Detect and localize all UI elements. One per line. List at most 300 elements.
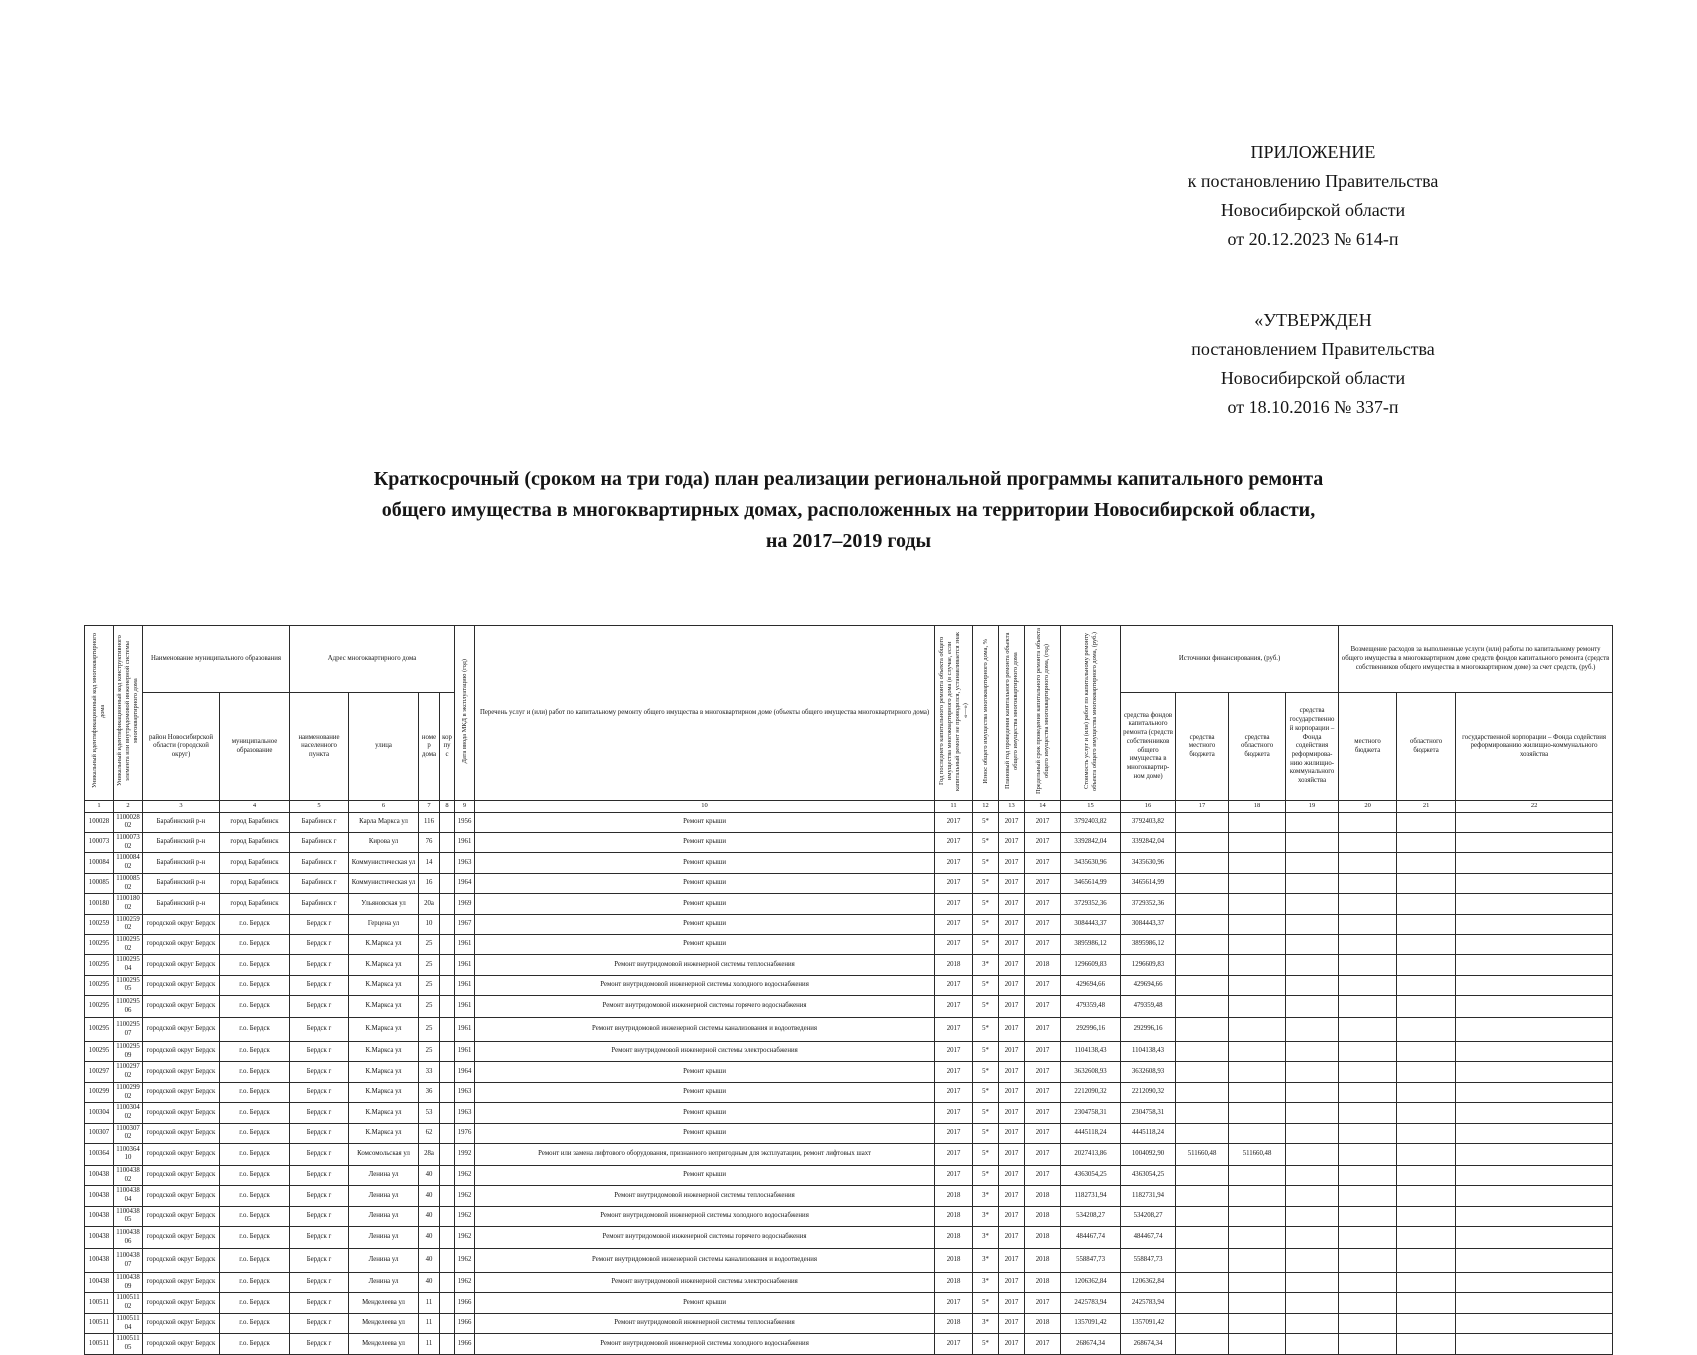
cell-r9-c13: 2017 — [999, 975, 1025, 995]
cell-r7-c6: К.Маркса ул — [349, 934, 419, 954]
cell-r21-c15: 484467,74 — [1061, 1227, 1121, 1249]
cell-r25-c5: Бердск г — [290, 1313, 349, 1333]
cell-r9-c20 — [1339, 975, 1397, 995]
cell-r12-c16: 1104138,43 — [1121, 1042, 1176, 1062]
table-row — [85, 1293, 1613, 1313]
cell-r21-c19 — [1286, 1227, 1339, 1249]
cell-r3-c4: город Барабинск — [220, 853, 290, 873]
cell-r18-c4: г.о. Бердск — [220, 1165, 290, 1185]
col-header-local-budget: средства местного бюджета — [1176, 693, 1229, 800]
cell-r3-c5: Барабинск г — [290, 853, 349, 873]
cell-r3-c15: 3435630,96 — [1061, 853, 1121, 873]
cell-r9-c1: 100295 — [85, 975, 114, 995]
cell-r9-c18 — [1229, 975, 1286, 995]
cell-r10-c21 — [1397, 996, 1456, 1018]
cell-r7-c7: 25 — [419, 934, 440, 954]
cell-r6-c13: 2017 — [999, 914, 1025, 934]
cell-r3-c11: 2017 — [935, 853, 973, 873]
cell-r11-c15: 292996,16 — [1061, 1018, 1121, 1042]
cell-r21-c3: городской округ Бердск — [143, 1227, 220, 1249]
cell-r20-c13: 2017 — [999, 1206, 1025, 1226]
cell-r8-c11: 2018 — [935, 955, 973, 975]
cell-r12-c18 — [1229, 1042, 1286, 1062]
cell-r17-c18: 511660,48 — [1229, 1143, 1286, 1165]
cell-r15-c17 — [1176, 1103, 1229, 1123]
cell-r13-c8 — [440, 1062, 455, 1082]
cell-r13-c16: 3632608,93 — [1121, 1062, 1176, 1082]
cell-r26-c5: Бердск г — [290, 1334, 349, 1354]
cell-r22-c18 — [1229, 1249, 1286, 1273]
cell-r9-c6: К.Маркса ул — [349, 975, 419, 995]
cell-r13-c22 — [1456, 1062, 1613, 1082]
cell-r10-c13: 2017 — [999, 996, 1025, 1018]
cell-r19-c12: 3* — [973, 1186, 999, 1206]
cell-r8-c20 — [1339, 955, 1397, 975]
cell-r4-c5: Барабинск г — [290, 873, 349, 893]
cell-r8-c7: 25 — [419, 955, 440, 975]
col-header-wear — [973, 626, 999, 801]
cell-r1-c20 — [1339, 812, 1397, 832]
cell-r11-c21 — [1397, 1018, 1456, 1042]
cell-r25-c22 — [1456, 1313, 1613, 1333]
cell-r11-c19 — [1286, 1018, 1339, 1042]
cell-r23-c14: 2018 — [1025, 1273, 1061, 1293]
table-row — [85, 1206, 1613, 1226]
cell-r25-c14: 2018 — [1025, 1313, 1061, 1333]
cell-r18-c1: 100438 — [85, 1165, 114, 1185]
cell-r6-c18 — [1229, 914, 1286, 934]
cell-r26-c4: г.о. Бердск — [220, 1334, 290, 1354]
cell-r20-c11: 2018 — [935, 1206, 973, 1226]
cell-r21-c8 — [440, 1227, 455, 1249]
cell-r25-c16: 1357091,42 — [1121, 1313, 1176, 1333]
cell-r4-c2: 110008502 — [114, 873, 143, 893]
table-row — [85, 1082, 1613, 1102]
cell-r4-c17 — [1176, 873, 1229, 893]
cell-r10-c14: 2017 — [1025, 996, 1061, 1018]
cell-r25-c17 — [1176, 1313, 1229, 1333]
cell-r7-c15: 3895986,12 — [1061, 934, 1121, 954]
cell-r6-c14: 2017 — [1025, 914, 1061, 934]
cell-r12-c11: 2017 — [935, 1042, 973, 1062]
cell-r26-c13: 2017 — [999, 1334, 1025, 1354]
column-number-22: 22 — [1456, 800, 1613, 812]
cell-r3-c7: 14 — [419, 853, 440, 873]
col-header-fund-sources: средства фондов капитального ремонта (средств собственников общего имущества в многоквартир-ном доме) — [1121, 693, 1176, 800]
cell-r11-c4: г.о. Бердск — [220, 1018, 290, 1042]
cell-r4-c21 — [1397, 873, 1456, 893]
cell-r21-c9: 1962 — [455, 1227, 475, 1249]
cell-r21-c1: 100438 — [85, 1227, 114, 1249]
cell-r2-c18 — [1229, 833, 1286, 853]
cell-r26-c9: 1966 — [455, 1334, 475, 1354]
cell-r17-c16: 1004092,90 — [1121, 1143, 1176, 1165]
cell-r19-c22 — [1456, 1186, 1613, 1206]
cell-r6-c7: 10 — [419, 914, 440, 934]
cell-r26-c17 — [1176, 1334, 1229, 1354]
table-row — [85, 1165, 1613, 1185]
cell-r22-c3: городской округ Бердск — [143, 1249, 220, 1273]
cell-r25-c4: г.о. Бердск — [220, 1313, 290, 1333]
cell-r16-c1: 100307 — [85, 1123, 114, 1143]
cell-r17-c5: Бердск г — [290, 1143, 349, 1165]
cell-r22-c8 — [440, 1249, 455, 1273]
cell-r5-c21 — [1397, 894, 1456, 914]
cell-r11-c22 — [1456, 1018, 1613, 1042]
cell-r11-c9: 1961 — [455, 1018, 475, 1042]
cell-r14-c19 — [1286, 1082, 1339, 1102]
cell-r13-c10: Ремонт крыши — [475, 1062, 935, 1082]
cell-r15-c6: К.Маркса ул — [349, 1103, 419, 1123]
cell-r19-c17 — [1176, 1186, 1229, 1206]
table-row — [85, 1186, 1613, 1206]
cell-r18-c20 — [1339, 1165, 1397, 1185]
cell-r2-c20 — [1339, 833, 1397, 853]
cell-r6-c16: 3084443,37 — [1121, 914, 1176, 934]
cell-r7-c17 — [1176, 934, 1229, 954]
cell-r8-c8 — [440, 955, 455, 975]
col-header-reimb-local: местного бюджета — [1339, 693, 1397, 800]
table-row — [85, 894, 1613, 914]
cell-r26-c20 — [1339, 1334, 1397, 1354]
cell-r14-c17 — [1176, 1082, 1229, 1102]
cell-r26-c18 — [1229, 1334, 1286, 1354]
cell-r24-c20 — [1339, 1293, 1397, 1313]
cell-r19-c5: Бердск г — [290, 1186, 349, 1206]
cell-r8-c10: Ремонт внутридомовой инженерной системы теплоснабжения — [475, 955, 935, 975]
cell-r16-c16: 4445118,24 — [1121, 1123, 1176, 1143]
approved-line: «УТВЕРЖДЕН — [1254, 310, 1372, 330]
column-numbers-row — [85, 800, 1613, 812]
cell-r23-c8 — [440, 1273, 455, 1293]
cell-r24-c10: Ремонт крыши — [475, 1293, 935, 1313]
cell-r21-c7: 40 — [419, 1227, 440, 1249]
cell-r22-c9: 1962 — [455, 1249, 475, 1273]
cell-r4-c12: 5* — [973, 873, 999, 893]
cell-r8-c22 — [1456, 955, 1613, 975]
cell-r1-c18 — [1229, 812, 1286, 832]
table-row — [85, 1273, 1613, 1293]
cell-r4-c18 — [1229, 873, 1286, 893]
column-number-10: 10 — [475, 800, 935, 812]
cell-r17-c12: 5* — [973, 1143, 999, 1165]
table-row — [85, 914, 1613, 934]
cell-r7-c5: Бердск г — [290, 934, 349, 954]
cell-r9-c16: 429694,66 — [1121, 975, 1176, 995]
cell-r21-c22 — [1456, 1227, 1613, 1249]
cell-r11-c1: 100295 — [85, 1018, 114, 1042]
cell-r7-c14: 2017 — [1025, 934, 1061, 954]
cell-r21-c18 — [1229, 1227, 1286, 1249]
column-number-14: 14 — [1025, 800, 1061, 812]
cell-r15-c2: 110030402 — [114, 1103, 143, 1123]
cell-r17-c2: 110036410 — [114, 1143, 143, 1165]
cell-r17-c13: 2017 — [999, 1143, 1025, 1165]
cell-r2-c5: Барабинск г — [290, 833, 349, 853]
cell-r16-c17 — [1176, 1123, 1229, 1143]
cell-r12-c22 — [1456, 1042, 1613, 1062]
cell-r25-c12: 3* — [973, 1313, 999, 1333]
cell-r20-c14: 2018 — [1025, 1206, 1061, 1226]
cell-r22-c4: г.о. Бердск — [220, 1249, 290, 1273]
cell-r18-c17 — [1176, 1165, 1229, 1185]
cell-r21-c6: Ленина ул — [349, 1227, 419, 1249]
cell-r24-c7: 11 — [419, 1293, 440, 1313]
cell-r26-c8 — [440, 1334, 455, 1354]
cell-r25-c7: 11 — [419, 1313, 440, 1333]
cell-r8-c12: 3* — [973, 955, 999, 975]
cell-r11-c14: 2017 — [1025, 1018, 1061, 1042]
cell-r20-c12: 3* — [973, 1206, 999, 1226]
cell-r23-c9: 1962 — [455, 1273, 475, 1293]
cell-r3-c8 — [440, 853, 455, 873]
cell-r4-c4: город Барабинск — [220, 873, 290, 893]
cell-r26-c6: Менделеева ул — [349, 1334, 419, 1354]
cell-r7-c16: 3895986,12 — [1121, 934, 1176, 954]
cell-r13-c20 — [1339, 1062, 1397, 1082]
cell-r13-c4: г.о. Бердск — [220, 1062, 290, 1082]
cell-r12-c5: Бердск г — [290, 1042, 349, 1062]
cell-r21-c11: 2018 — [935, 1227, 973, 1249]
cell-r17-c21 — [1397, 1143, 1456, 1165]
cell-r15-c1: 100304 — [85, 1103, 114, 1123]
cell-r1-c14: 2017 — [1025, 812, 1061, 832]
col-header-house-number: номер дома — [419, 693, 440, 800]
table-row — [85, 833, 1613, 853]
cell-r11-c2: 110029507 — [114, 1018, 143, 1042]
cell-r2-c6: Кирова ул — [349, 833, 419, 853]
cell-r3-c12: 5* — [973, 853, 999, 873]
cell-r13-c12: 5* — [973, 1062, 999, 1082]
cell-r16-c2: 110030702 — [114, 1123, 143, 1143]
cell-r14-c13: 2017 — [999, 1082, 1025, 1102]
cell-r24-c6: Менделеева ул — [349, 1293, 419, 1313]
cell-r16-c3: городской округ Бердск — [143, 1123, 220, 1143]
cell-r16-c10: Ремонт крыши — [475, 1123, 935, 1143]
cell-r5-c9: 1969 — [455, 894, 475, 914]
cell-r16-c21 — [1397, 1123, 1456, 1143]
cell-r20-c1: 100438 — [85, 1206, 114, 1226]
cell-r5-c17 — [1176, 894, 1229, 914]
approved-line: от 18.10.2016 № 337-п — [1227, 397, 1399, 417]
cell-r12-c17 — [1176, 1042, 1229, 1062]
cell-r12-c2: 110029509 — [114, 1042, 143, 1062]
cell-r22-c5: Бердск г — [290, 1249, 349, 1273]
cell-r22-c13: 2017 — [999, 1249, 1025, 1273]
cell-r8-c17 — [1176, 955, 1229, 975]
cell-r2-c11: 2017 — [935, 833, 973, 853]
cell-r24-c15: 2425783,94 — [1061, 1293, 1121, 1313]
table-row — [85, 1062, 1613, 1082]
cell-r13-c11: 2017 — [935, 1062, 973, 1082]
cell-r3-c14: 2017 — [1025, 853, 1061, 873]
cell-r7-c3: городской округ Бердск — [143, 934, 220, 954]
cell-r15-c12: 5* — [973, 1103, 999, 1123]
cell-r15-c16: 2304758,31 — [1121, 1103, 1176, 1123]
cell-r14-c9: 1963 — [455, 1082, 475, 1102]
cell-r16-c20 — [1339, 1123, 1397, 1143]
cell-r17-c15: 2027413,86 — [1061, 1143, 1121, 1165]
cell-r12-c21 — [1397, 1042, 1456, 1062]
cell-r15-c11: 2017 — [935, 1103, 973, 1123]
cell-r14-c20 — [1339, 1082, 1397, 1102]
cell-r9-c14: 2017 — [1025, 975, 1061, 995]
cell-r20-c2: 110043805 — [114, 1206, 143, 1226]
cell-r1-c4: город Барабинск — [220, 812, 290, 832]
col-header-element-code — [114, 626, 143, 801]
cell-r24-c21 — [1397, 1293, 1456, 1313]
cell-r5-c3: Барабинский р-н — [143, 894, 220, 914]
cell-r8-c21 — [1397, 955, 1456, 975]
cell-r8-c14: 2018 — [1025, 955, 1061, 975]
cell-r24-c19 — [1286, 1293, 1339, 1313]
cell-r13-c6: К.Маркса ул — [349, 1062, 419, 1082]
cell-r6-c5: Бердск г — [290, 914, 349, 934]
cell-r15-c22 — [1456, 1103, 1613, 1123]
table-body — [85, 812, 1613, 1354]
cell-r20-c10: Ремонт внутридомовой инженерной системы холодного водоснабжения — [475, 1206, 935, 1226]
cell-r10-c9: 1961 — [455, 996, 475, 1018]
column-number-3: 3 — [143, 800, 220, 812]
column-number-21: 21 — [1397, 800, 1456, 812]
header-group-row — [85, 626, 1613, 693]
cell-r14-c22 — [1456, 1082, 1613, 1102]
cell-r1-c11: 2017 — [935, 812, 973, 832]
cell-r15-c18 — [1229, 1103, 1286, 1123]
cell-r23-c20 — [1339, 1273, 1397, 1293]
cell-r18-c22 — [1456, 1165, 1613, 1185]
cell-r22-c7: 40 — [419, 1249, 440, 1273]
col-header-reimbursement-group: Возмещение расходов за выполненные услуги (или) работы по капитальному ремонту общего имущества в многоквартирном доме средств фондов капитального ремонта (средств собственников общего имущества в многоквартирном доме) за счет средств, (руб.) — [1339, 626, 1613, 693]
cell-r10-c17 — [1176, 996, 1229, 1018]
cell-r23-c11: 2018 — [935, 1273, 973, 1293]
cell-r11-c7: 25 — [419, 1018, 440, 1042]
cell-r10-c15: 479359,48 — [1061, 996, 1121, 1018]
cell-r10-c19 — [1286, 996, 1339, 1018]
cell-r1-c3: Барабинский р-н — [143, 812, 220, 832]
cell-r12-c19 — [1286, 1042, 1339, 1062]
cell-r3-c3: Барабинский р-н — [143, 853, 220, 873]
cell-r17-c17: 511660,48 — [1176, 1143, 1229, 1165]
cell-r17-c22 — [1456, 1143, 1613, 1165]
col-header-state-corp: средства государственной корпорации – Фонда содействия реформирова-нию жилищно-коммунального хозяйства — [1286, 693, 1339, 800]
table-row — [85, 812, 1613, 832]
cell-r20-c5: Бердск г — [290, 1206, 349, 1226]
col-header-municipality: муниципальное образование — [220, 693, 290, 800]
cell-r26-c15: 268674,34 — [1061, 1334, 1121, 1354]
cell-r8-c19 — [1286, 955, 1339, 975]
cell-r13-c3: городской округ Бердск — [143, 1062, 220, 1082]
table-row — [85, 955, 1613, 975]
approved-line: постановлением Правительства — [1191, 339, 1435, 359]
page-title-line: Краткосрочный (сроком на три года) план реализации региональной программы капитального ремонта — [373, 468, 1324, 490]
cell-r3-c6: Коммунистическая ул — [349, 853, 419, 873]
cell-r25-c20 — [1339, 1313, 1397, 1333]
cell-r26-c10: Ремонт внутридомовой инженерной системы холодного водоснабжения — [475, 1334, 935, 1354]
page-title-line: общего имущества в многоквартирных домах, расположенных на территории Новосибирской области, — [381, 499, 1316, 521]
cell-r5-c14: 2017 — [1025, 894, 1061, 914]
cell-r19-c19 — [1286, 1186, 1339, 1206]
cell-r16-c7: 62 — [419, 1123, 440, 1143]
cell-r23-c22 — [1456, 1273, 1613, 1293]
cell-r20-c21 — [1397, 1206, 1456, 1226]
cell-r24-c1: 100511 — [85, 1293, 114, 1313]
cell-r20-c8 — [440, 1206, 455, 1226]
cell-r25-c11: 2018 — [935, 1313, 973, 1333]
column-number-6: 6 — [349, 800, 419, 812]
cell-r9-c8 — [440, 975, 455, 995]
cell-r1-c10: Ремонт крыши — [475, 812, 935, 832]
cell-r6-c15: 3084443,37 — [1061, 914, 1121, 934]
cell-r7-c12: 5* — [973, 934, 999, 954]
cell-r13-c21 — [1397, 1062, 1456, 1082]
cell-r22-c12: 3* — [973, 1249, 999, 1273]
cell-r20-c17 — [1176, 1206, 1229, 1226]
cell-r18-c15: 4363054,25 — [1061, 1165, 1121, 1185]
cell-r6-c11: 2017 — [935, 914, 973, 934]
cell-r1-c9: 1956 — [455, 812, 475, 832]
cell-r21-c12: 3* — [973, 1227, 999, 1249]
cell-r18-c12: 5* — [973, 1165, 999, 1185]
column-number-11: 11 — [935, 800, 973, 812]
cell-r14-c4: г.о. Бердск — [220, 1082, 290, 1102]
col-header-building: корпус — [440, 693, 455, 800]
appendix-stamp — [1128, 138, 1498, 254]
cell-r16-c22 — [1456, 1123, 1613, 1143]
cell-r7-c2: 110029502 — [114, 934, 143, 954]
col-header-street: улица — [349, 693, 419, 800]
cell-r6-c17 — [1176, 914, 1229, 934]
cell-r21-c14: 2018 — [1025, 1227, 1061, 1249]
column-number-5: 5 — [290, 800, 349, 812]
cell-r20-c15: 534208,27 — [1061, 1206, 1121, 1226]
cell-r14-c8 — [440, 1082, 455, 1102]
table-row — [85, 1143, 1613, 1165]
cell-r6-c2: 110025902 — [114, 914, 143, 934]
cell-r12-c10: Ремонт внутридомовой инженерной системы электроснабжения — [475, 1042, 935, 1062]
cell-r4-c1: 100085 — [85, 873, 114, 893]
cell-r1-c12: 5* — [973, 812, 999, 832]
cell-r9-c10: Ремонт внутридомовой инженерной системы холодного водоснабжения — [475, 975, 935, 995]
col-header-municipal-group: Наименование муниципального образования — [143, 626, 290, 693]
cell-r23-c6: Ленина ул — [349, 1273, 419, 1293]
column-number-12: 12 — [973, 800, 999, 812]
cell-r4-c3: Барабинский р-н — [143, 873, 220, 893]
cell-r25-c8 — [440, 1313, 455, 1333]
cell-r23-c15: 1206362,84 — [1061, 1273, 1121, 1293]
col-header-last-repair-year-label: Год последнего капитального ремонта объекта общего имущества многоквартирного дома (в случае, если капитальный ремонт не проводился, устанавливается знак «—») — [937, 631, 969, 791]
cell-r2-c14: 2017 — [1025, 833, 1061, 853]
table-row — [85, 1123, 1613, 1143]
cell-r14-c18 — [1229, 1082, 1286, 1102]
cell-r2-c4: город Барабинск — [220, 833, 290, 853]
cell-r12-c6: К.Маркса ул — [349, 1042, 419, 1062]
cell-r25-c13: 2017 — [999, 1313, 1025, 1333]
cell-r24-c12: 5* — [973, 1293, 999, 1313]
cell-r6-c20 — [1339, 914, 1397, 934]
cell-r9-c17 — [1176, 975, 1229, 995]
cell-r7-c9: 1961 — [455, 934, 475, 954]
cell-r13-c17 — [1176, 1062, 1229, 1082]
col-header-wear-label: Износ общего имущества многоквартирного дома, % — [981, 638, 989, 784]
col-header-reimb-regional: областного бюджета — [1397, 693, 1456, 800]
cell-r11-c6: К.Маркса ул — [349, 1018, 419, 1042]
cell-r2-c8 — [440, 833, 455, 853]
cell-r14-c6: К.Маркса ул — [349, 1082, 419, 1102]
cell-r19-c18 — [1229, 1186, 1286, 1206]
cell-r9-c15: 429694,66 — [1061, 975, 1121, 995]
col-header-cost-label: Стоимость услуг и (или) работ по капитальному ремонту объекта общего имущества многоквартирного дома, (руб.) — [1082, 631, 1098, 791]
